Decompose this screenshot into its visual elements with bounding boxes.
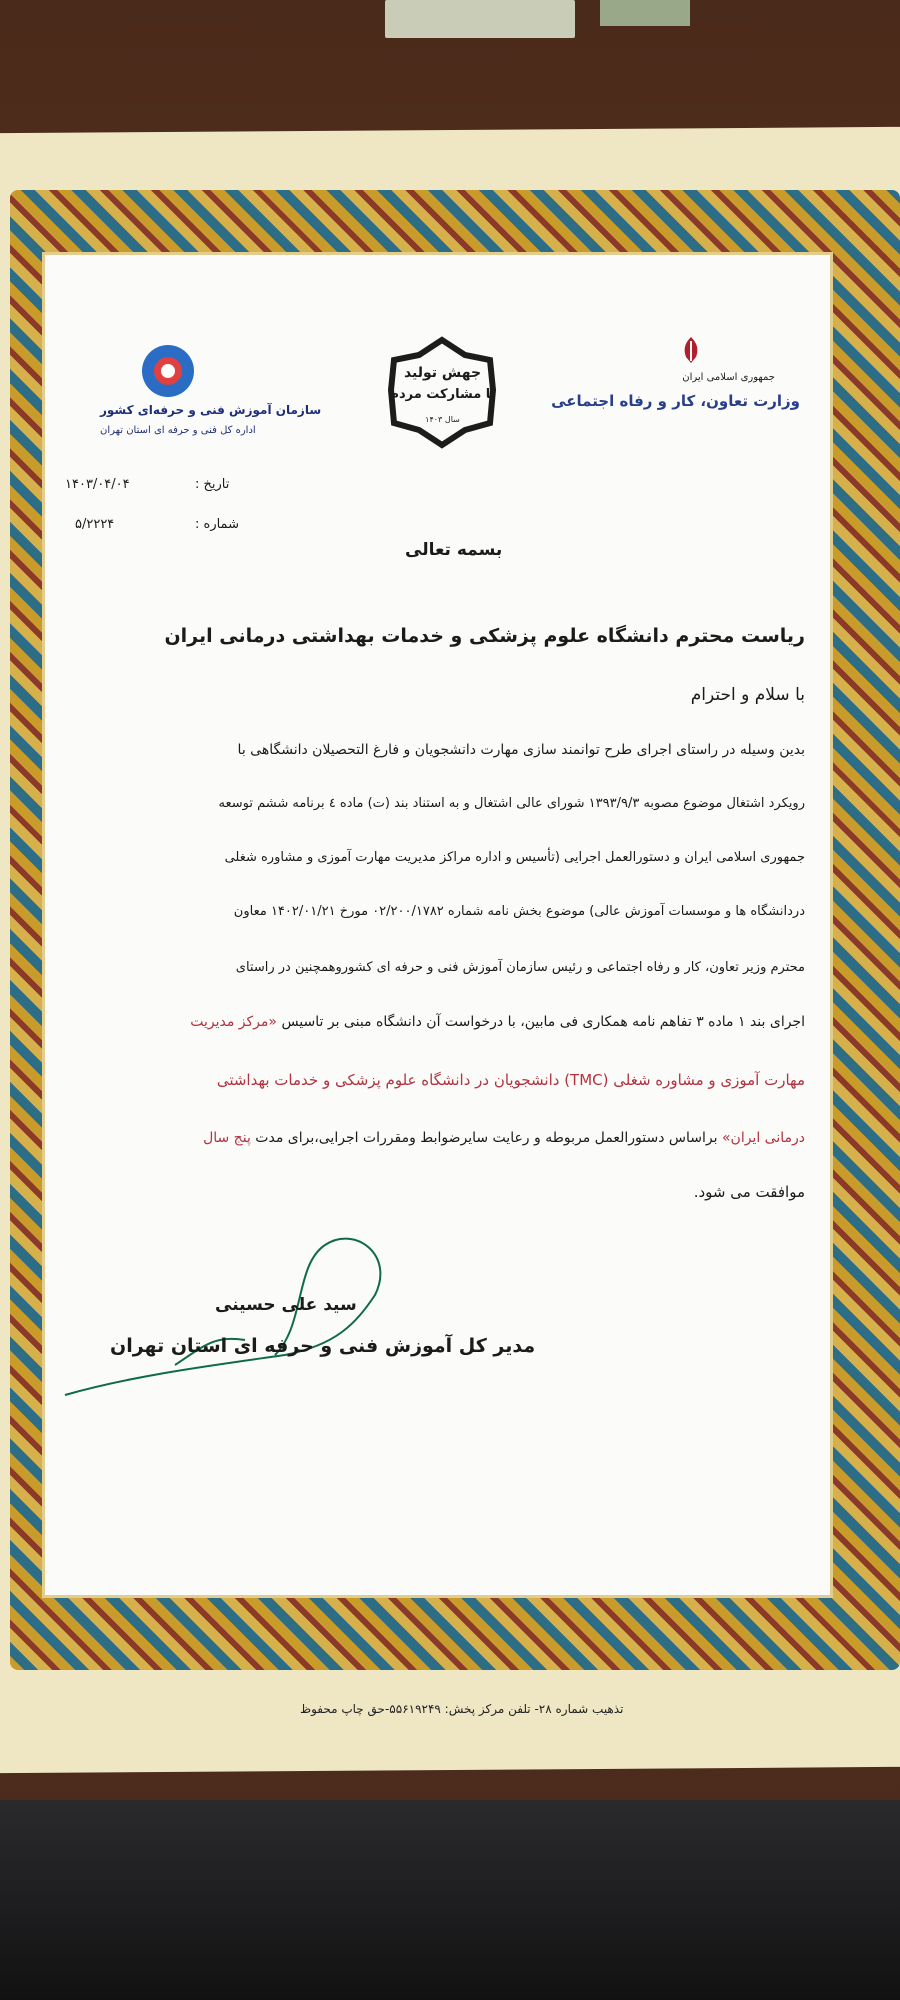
- footer-text: تذهیب شماره ۲۸- تلفن مرکز پخش: ۵۵۶۱۹۲۴۹-حق چاپ محفوظ: [300, 1702, 624, 1716]
- left-org-line1: سازمان آموزش فنی و حرفه‌ای کشور: [100, 403, 322, 417]
- addressee: ریاست محترم دانشگاه علوم پزشکی و خدمات بهداشتی درمانی ایران: [164, 625, 805, 647]
- background-paper: [385, 0, 575, 38]
- body-line-6-text: اجرای بند ۱ ماده ۳ تفاهم نامه همکاری فی مابین، با درخواست آن دانشگاه مبنی بر تاسیس: [281, 1014, 805, 1030]
- iran-emblem-icon: [677, 335, 705, 365]
- body-line-6: [190, 1015, 805, 1029]
- signatory-title: مدیر کل آموزش فنی و حرفه ای استان تهران: [110, 1335, 536, 1357]
- production-leap-emblem: [385, 335, 500, 450]
- emblem-text-line2: با مشارکت مردم: [389, 387, 496, 402]
- date-label: تاریخ :: [195, 477, 230, 492]
- body-line-8: [203, 1131, 805, 1145]
- right-org-line2: وزارت تعاون، کار و رفاه اجتماعی: [551, 392, 800, 410]
- number-value: ۵/۲۲۲۴: [75, 517, 115, 532]
- number-label: شماره :: [195, 517, 239, 532]
- signatory-name: سید علی حسینی: [215, 1295, 357, 1315]
- emblem-year: سال ۱۴۰۳: [425, 415, 460, 424]
- invocation: بسمه تعالی: [405, 540, 503, 560]
- body-line-3: جمهوری اسلامی ایران و دستورالعمل اجرایی (تأسیس و اداره مراکز مدیریت مهارت آموزی و مشاوره شغلی: [224, 850, 805, 865]
- right-org-line1: جمهوری اسلامی ایران: [682, 372, 775, 383]
- left-org-line2: اداره کل فنی و حرفه ای استان تهران: [100, 425, 256, 436]
- body-line-7: مهارت آموزی و مشاوره شغلی (TMC) دانشجویان در دانشگاه علوم پزشکی و خدمات بهداشتی: [216, 1071, 805, 1089]
- center-name-end: درمانی ایران»: [721, 1130, 805, 1146]
- floor-area: [0, 1800, 900, 2000]
- tvto-logo-icon: [140, 343, 196, 399]
- body-line-5: محترم وزیر تعاون، کار و رفاه اجتماعی و رئیس سازمان آموزش فنی و حرفه ای کشوروهمچنین در راستای: [235, 960, 805, 975]
- body-line-1: بدین وسیله در راستای اجرای طرح توانمند سازی مهارت دانشجویان و فارغ التحصیلان دانشگاهی با: [237, 742, 805, 758]
- body-line-9: موافقت می شود.: [693, 1183, 805, 1201]
- body-line-4: دردانشگاه ها و موسسات آموزش عالی) موضوع بخش نامه شماره ۰۲/۲۰۰/۱۷۸۲ مورخ ۱۴۰۲/۰۱/۲۱ معاون: [233, 904, 805, 919]
- background-paper-2: [600, 0, 690, 26]
- body-line-8-text: براساس دستورالعمل مربوطه و رعایت سایرضوابط ومقررات اجرایی،برای مدت: [255, 1130, 718, 1146]
- body-line-2: رویکرد اشتغال موضوع مصوبه ۱۳۹۳/۹/۳ شورای عالی اشتغال و به استناد بند (ت) ماده ٤ برنامه ششم توسعه: [218, 796, 805, 811]
- date-value: ۱۴۰۳/۰۴/۰۴: [65, 477, 130, 492]
- certificate-sheet: [45, 255, 830, 1595]
- center-name-start: «مرکز مدیریت: [190, 1014, 277, 1030]
- emblem-text-line1: جهش تولید: [403, 365, 482, 381]
- greeting: با سلام و احترام: [690, 685, 805, 705]
- duration: پنج سال: [203, 1130, 251, 1146]
- signature-scribble: [55, 1215, 435, 1415]
